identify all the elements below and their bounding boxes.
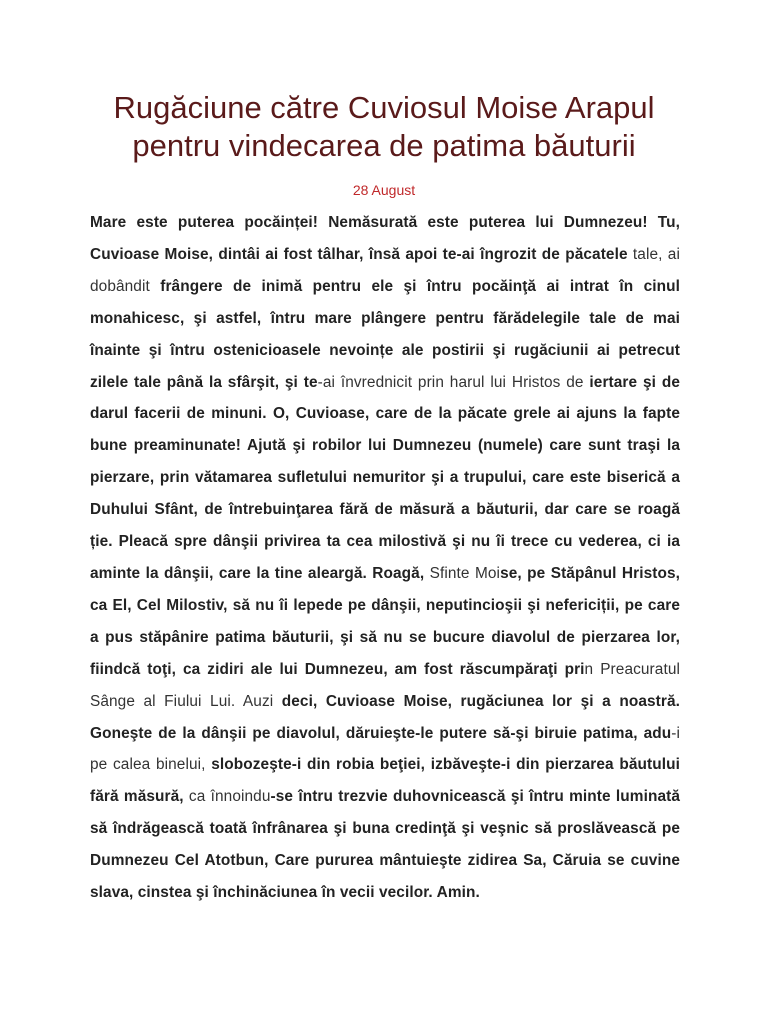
body-segment: -i pe calea binelui,	[90, 724, 680, 774]
body-segment: ca înnoindu	[188, 788, 271, 806]
body-segment: iertare şi de darul facerii de minuni. O, Cuvioase, care de la păcate grele ai ajuns la fapte bune preaminunate! Ajută şi robilor lui Dumnezeu (numele) care sunt traşi la pierzare, prin vătamarea sufletului nemuritor şi a trupului, care este biserică a Duhului Sfânt, de întrebuinţarea fără de măsură a băuturii, dar care se roagă ție. Pleacă spre dânşii privirea ta cea milostivă şi nu îi trece cu vederea, ci ia aminte la dânşii, care la tine aleargă. Roagă,	[90, 373, 680, 582]
body-segment: deci, Cuvioase Moise, rugăciunea lor şi a noastră. Goneşte de la dânşii pe diavolul, dăruieşte-le putere să-şi biruie patima, adu	[90, 692, 680, 742]
body-segment: -se întru trezvie duhovnicească şi întru minte luminată să îndrăgească toată înfrânarea şi buna credinţă şi veşnic să proslăvească pe Dumnezeu Cel Atotbun, Care pururea mântuieşte zidirea Sa, Căruia se cuvine slava, cinstea şi închinăciunea în vecii vecilor. Amin.	[90, 788, 680, 902]
body-segment: Sfinte Moi	[429, 564, 501, 582]
page-title	[0, 89, 768, 165]
date-label: 28 August	[352, 182, 416, 198]
body-segment: se, pe Stăpânul Hristos, ca El, Cel Milostiv, să nu îi lepede pe dânşii, neputincioşii şi nefericiții, pe care a pus stăpânire patima băuturii, şi să nu se bucure diavolul de pierzarea lor, fiindcă toţi, ca zidiri ale lui Dumnezeu, am fost răscumpăraţi pri	[90, 564, 680, 678]
body-segment: frângere de inimă pentru ele şi întru pocăinţă ai intrat în cinul monahicesc, şi astfel, întru mare plângere pentru fărădelegile tale de mai înainte şi întru ostenicioasele nevoințe ale postirii şi rugăciunii ai petrecut zilele tale până la sfârşit, şi te	[90, 277, 680, 391]
body-segment: -ai învrednicit prin harul lui Hristos de	[317, 373, 590, 391]
body-segment: Mare este puterea pocăinței! Nemăsurată este puterea lui Dumnezeu! Tu, Cuvioase Moise, dintâi ai fost tâlhar, însă apoi te-ai îngrozit de păcatele	[90, 214, 680, 263]
body-segment: slobozeşte-i din robia beţiei, izbăveşte-i din pierzarea băutului fără măsură,	[90, 756, 681, 806]
title-line-2: pentru vindecarea de patima băuturii	[132, 128, 636, 163]
prayer-body	[90, 207, 680, 909]
title-line-1: Rugăciune către Cuviosul Moise Arapul	[113, 90, 655, 125]
body-segment: tale, ai dobândit	[90, 245, 680, 295]
body-segment: n Preacuratul Sânge al Fiului Lui. Auzi	[90, 660, 680, 710]
